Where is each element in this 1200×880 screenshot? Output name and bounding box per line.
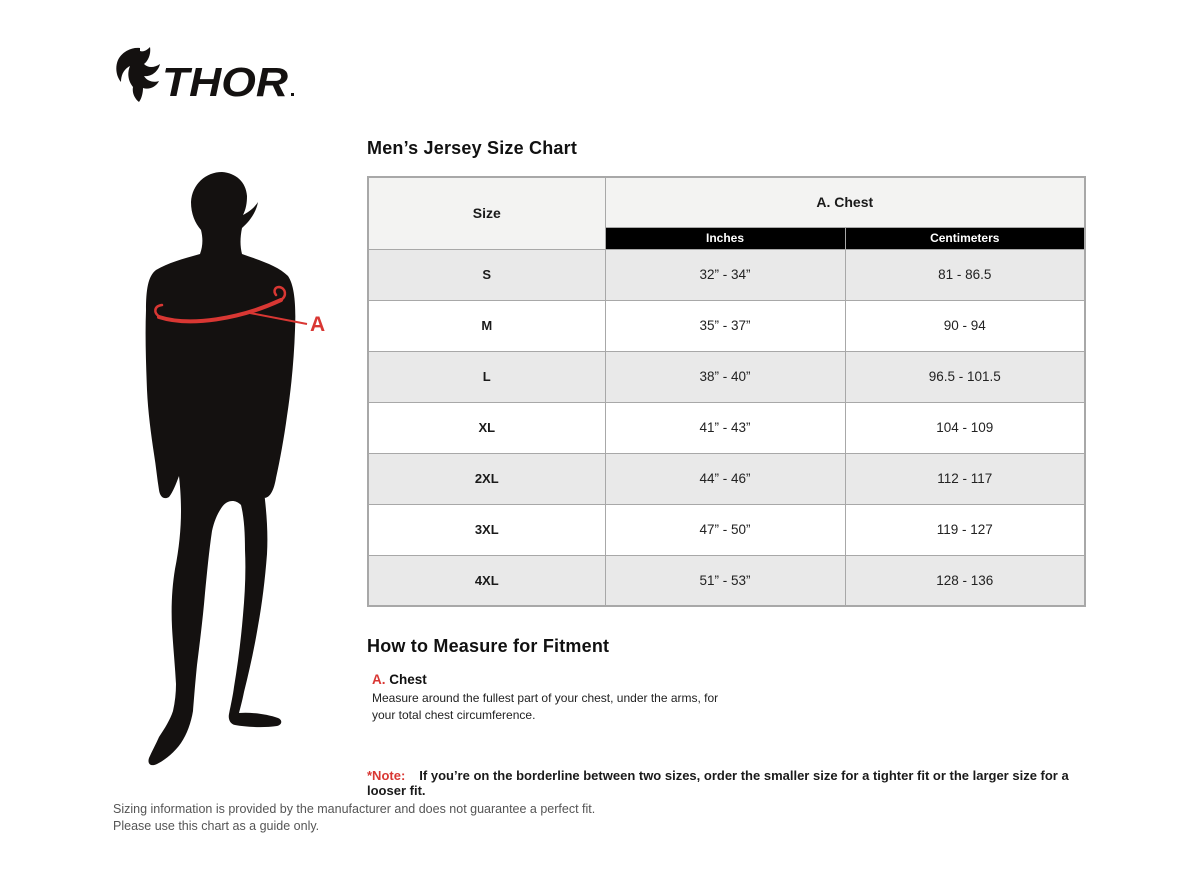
inches-cell: 51” - 53” (605, 555, 845, 606)
sizing-note (367, 768, 1087, 798)
thor-logo-trademark-dot (291, 93, 294, 96)
size-cell: S (368, 249, 605, 300)
thor-logo-text: THOR (162, 59, 289, 105)
inches-cell: 35” - 37” (605, 300, 845, 351)
inches-cell: 38” - 40” (605, 351, 845, 402)
size-table (367, 176, 1086, 607)
thor-logo (112, 44, 307, 108)
howto-heading: How to Measure for Fitment (367, 636, 610, 656)
chest-group-header: A. Chest (605, 177, 1085, 227)
table-row (368, 555, 1085, 606)
table-row (368, 300, 1085, 351)
inches-cell: 47” - 50” (605, 504, 845, 555)
male-silhouette-svg (128, 166, 343, 784)
table-row (368, 351, 1085, 402)
size-cell: XL (368, 402, 605, 453)
disclaimer (113, 801, 595, 835)
centimeters-cell: 90 - 94 (845, 300, 1085, 351)
measure-item-chest (372, 672, 742, 723)
measure-letter: A. (372, 672, 386, 687)
centimeters-cell: 104 - 109 (845, 402, 1085, 453)
centimeters-cell: 96.5 - 101.5 (845, 351, 1085, 402)
measurement-figure (128, 166, 343, 784)
measure-item-title (372, 672, 742, 687)
size-cell: 3XL (368, 504, 605, 555)
table-row (368, 402, 1085, 453)
table-row (368, 504, 1085, 555)
centimeters-cell: 112 - 117 (845, 453, 1085, 504)
inches-cell: 41” - 43” (605, 402, 845, 453)
note-label: *Note: (367, 768, 406, 783)
thor-logo-svg (112, 44, 307, 108)
inches-cell: 32” - 34” (605, 249, 845, 300)
size-column-header: Size (368, 177, 605, 249)
disclaimer-line-2: Please use this chart as a guide only. (113, 819, 320, 833)
page-title: Men’s Jersey Size Chart (367, 138, 578, 158)
inches-unit-header: Inches (605, 227, 845, 249)
table-row (368, 453, 1085, 504)
measure-name: Chest (389, 672, 427, 687)
measure-description: Measure around the fullest part of your chest, under the arms, for your total chest circumference. (372, 691, 719, 722)
centimeters-cell: 128 - 136 (845, 555, 1085, 606)
size-cell: M (368, 300, 605, 351)
centimeters-cell: 81 - 86.5 (845, 249, 1085, 300)
size-cell: L (368, 351, 605, 402)
male-silhouette (146, 172, 296, 765)
centimeters-unit-header: Centimeters (845, 227, 1085, 249)
chest-marker-label: A (310, 313, 326, 336)
inches-cell: 44” - 46” (605, 453, 845, 504)
note-text: If you’re on the borderline between two sizes, order the smaller size for a tighter fit or the larger size for a looser fit. (367, 768, 1069, 798)
disclaimer-line-1: Sizing information is provided by the manufacturer and does not guarantee a perfect fit. (113, 802, 596, 816)
size-cell: 4XL (368, 555, 605, 606)
size-cell: 2XL (368, 453, 605, 504)
centimeters-cell: 119 - 127 (845, 504, 1085, 555)
thor-goat-head-icon (116, 47, 160, 102)
size-table-container (367, 176, 1086, 607)
table-header-row (368, 177, 1085, 227)
table-row (368, 249, 1085, 300)
